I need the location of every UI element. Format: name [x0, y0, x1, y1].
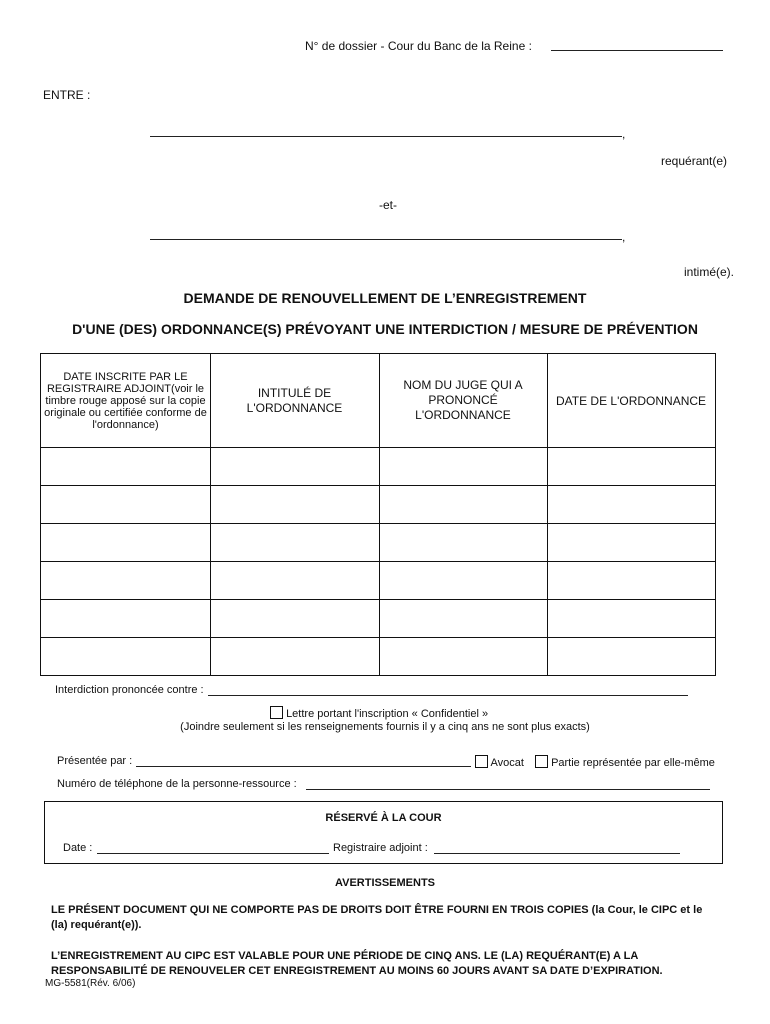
- lawyer-checkbox[interactable]: [475, 755, 488, 768]
- table-cell[interactable]: [547, 523, 715, 561]
- form-code: MG-5581(Rév. 6/06): [45, 978, 136, 989]
- registrar-label: Registraire adjoint :: [333, 842, 428, 854]
- file-number-label: N° de dossier - Cour du Banc de la Reine :: [305, 39, 532, 53]
- table-cell[interactable]: [41, 637, 210, 675]
- lawyer-option: [475, 755, 524, 769]
- court-date-label: Date :: [63, 842, 93, 854]
- et-label: -et-: [379, 198, 397, 212]
- table-cell[interactable]: [41, 561, 210, 599]
- self-represented-checkbox[interactable]: [535, 755, 548, 768]
- table-cell[interactable]: [379, 599, 547, 637]
- table-cell[interactable]: [379, 561, 547, 599]
- table-header-registration-date: DATE INSCRITE PAR LE REGISTRAIRE ADJOINT(voir le timbre rouge apposé sur la copie originale ou certifiée conforme de l'ordonnance): [44, 370, 207, 431]
- respondent-name-field[interactable]: [150, 239, 622, 240]
- presented-by-field[interactable]: [136, 766, 471, 767]
- warning-validity: L’ENREGISTREMENT AU CIPC EST VALABLE POUR UNE PÉRIODE DE CINQ ANS. LE (LA) REQUÉRANT(E) A LA RESPONSABILITÉ DE RENOUVELER CET ENREGISTREMENT AU MOINS 60 JOURS AVANT SA DATE D’EXPIRATION.: [51, 950, 663, 977]
- table-header-judge-name: NOM DU JUGE QUI A PRONONCÉ L'ORDONNANCE: [403, 378, 523, 422]
- table-header-order-date: DATE DE L'ORDONNANCE: [555, 393, 707, 408]
- table-cell[interactable]: [547, 447, 715, 485]
- document-title-line-1: DEMANDE DE RENOUVELLEMENT DE L’ENREGISTREMENT: [183, 290, 587, 306]
- court-date-field[interactable]: [97, 853, 329, 854]
- confidential-note: (Joindre seulement si les renseignements fournis il y a cinq ans ne sont plus exacts): [180, 721, 590, 733]
- table-cell[interactable]: [379, 485, 547, 523]
- table-cell[interactable]: [379, 523, 547, 561]
- orders-table: [40, 353, 716, 676]
- table-cell[interactable]: [41, 485, 210, 523]
- confidential-checkbox[interactable]: [270, 706, 283, 719]
- document-title-line-2: D'UNE (DES) ORDONNANCE(S) PRÉVOYANT UNE INTERDICTION / MESURE DE PRÉVENTION: [72, 321, 698, 337]
- table-cell[interactable]: [41, 523, 210, 561]
- applicant-comma: ,: [622, 127, 626, 141]
- confidential-option: [270, 706, 488, 720]
- respondent-comma: ,: [622, 230, 626, 244]
- confidential-label: Lettre portant l'inscription « Confidentiel »: [286, 708, 489, 720]
- warning-copies: LE PRÉSENT DOCUMENT QUI NE COMPORTE PAS DE DROITS DOIT ÊTRE FOURNI EN TROIS COPIES (la Cour, le CIPC et le (la) requérant(e)).: [51, 904, 703, 931]
- table-header-order-title: INTITULÉ DE L'ORDONNANCE: [246, 385, 343, 415]
- interdiction-label: Interdiction prononcée contre :: [55, 684, 204, 696]
- court-reserved-box: [44, 801, 723, 864]
- table-cell[interactable]: [547, 561, 715, 599]
- table-cell[interactable]: [41, 599, 210, 637]
- table-cell[interactable]: [547, 637, 715, 675]
- warnings-title: AVERTISSEMENTS: [334, 877, 436, 889]
- self-represented-option: [535, 755, 715, 769]
- table-cell[interactable]: [210, 599, 379, 637]
- self-represented-label: Partie représentée par elle-même: [551, 757, 715, 769]
- registrar-field[interactable]: [434, 853, 680, 854]
- table-cell[interactable]: [210, 447, 379, 485]
- table-cell[interactable]: [210, 561, 379, 599]
- table-cell[interactable]: [379, 447, 547, 485]
- applicant-name-field[interactable]: [150, 136, 622, 137]
- table-cell[interactable]: [547, 599, 715, 637]
- presented-by-label: Présentée par :: [57, 755, 133, 767]
- phone-label: Numéro de téléphone de la personne-ressource :: [57, 778, 297, 790]
- interdiction-field[interactable]: [208, 695, 688, 696]
- lawyer-label: Avocat: [490, 757, 524, 769]
- phone-field[interactable]: [306, 789, 710, 790]
- table-cell[interactable]: [41, 447, 210, 485]
- file-number-field[interactable]: [551, 50, 723, 51]
- table-cell[interactable]: [210, 485, 379, 523]
- table-cell[interactable]: [547, 485, 715, 523]
- applicant-role: requérant(e): [661, 154, 728, 168]
- respondent-role: intimé(e).: [684, 265, 735, 279]
- table-cell[interactable]: [379, 637, 547, 675]
- court-reserved-title: RÉSERVÉ À LA COUR: [325, 812, 442, 824]
- table-cell[interactable]: [210, 637, 379, 675]
- table-cell[interactable]: [210, 523, 379, 561]
- entre-label: ENTRE :: [43, 88, 91, 102]
